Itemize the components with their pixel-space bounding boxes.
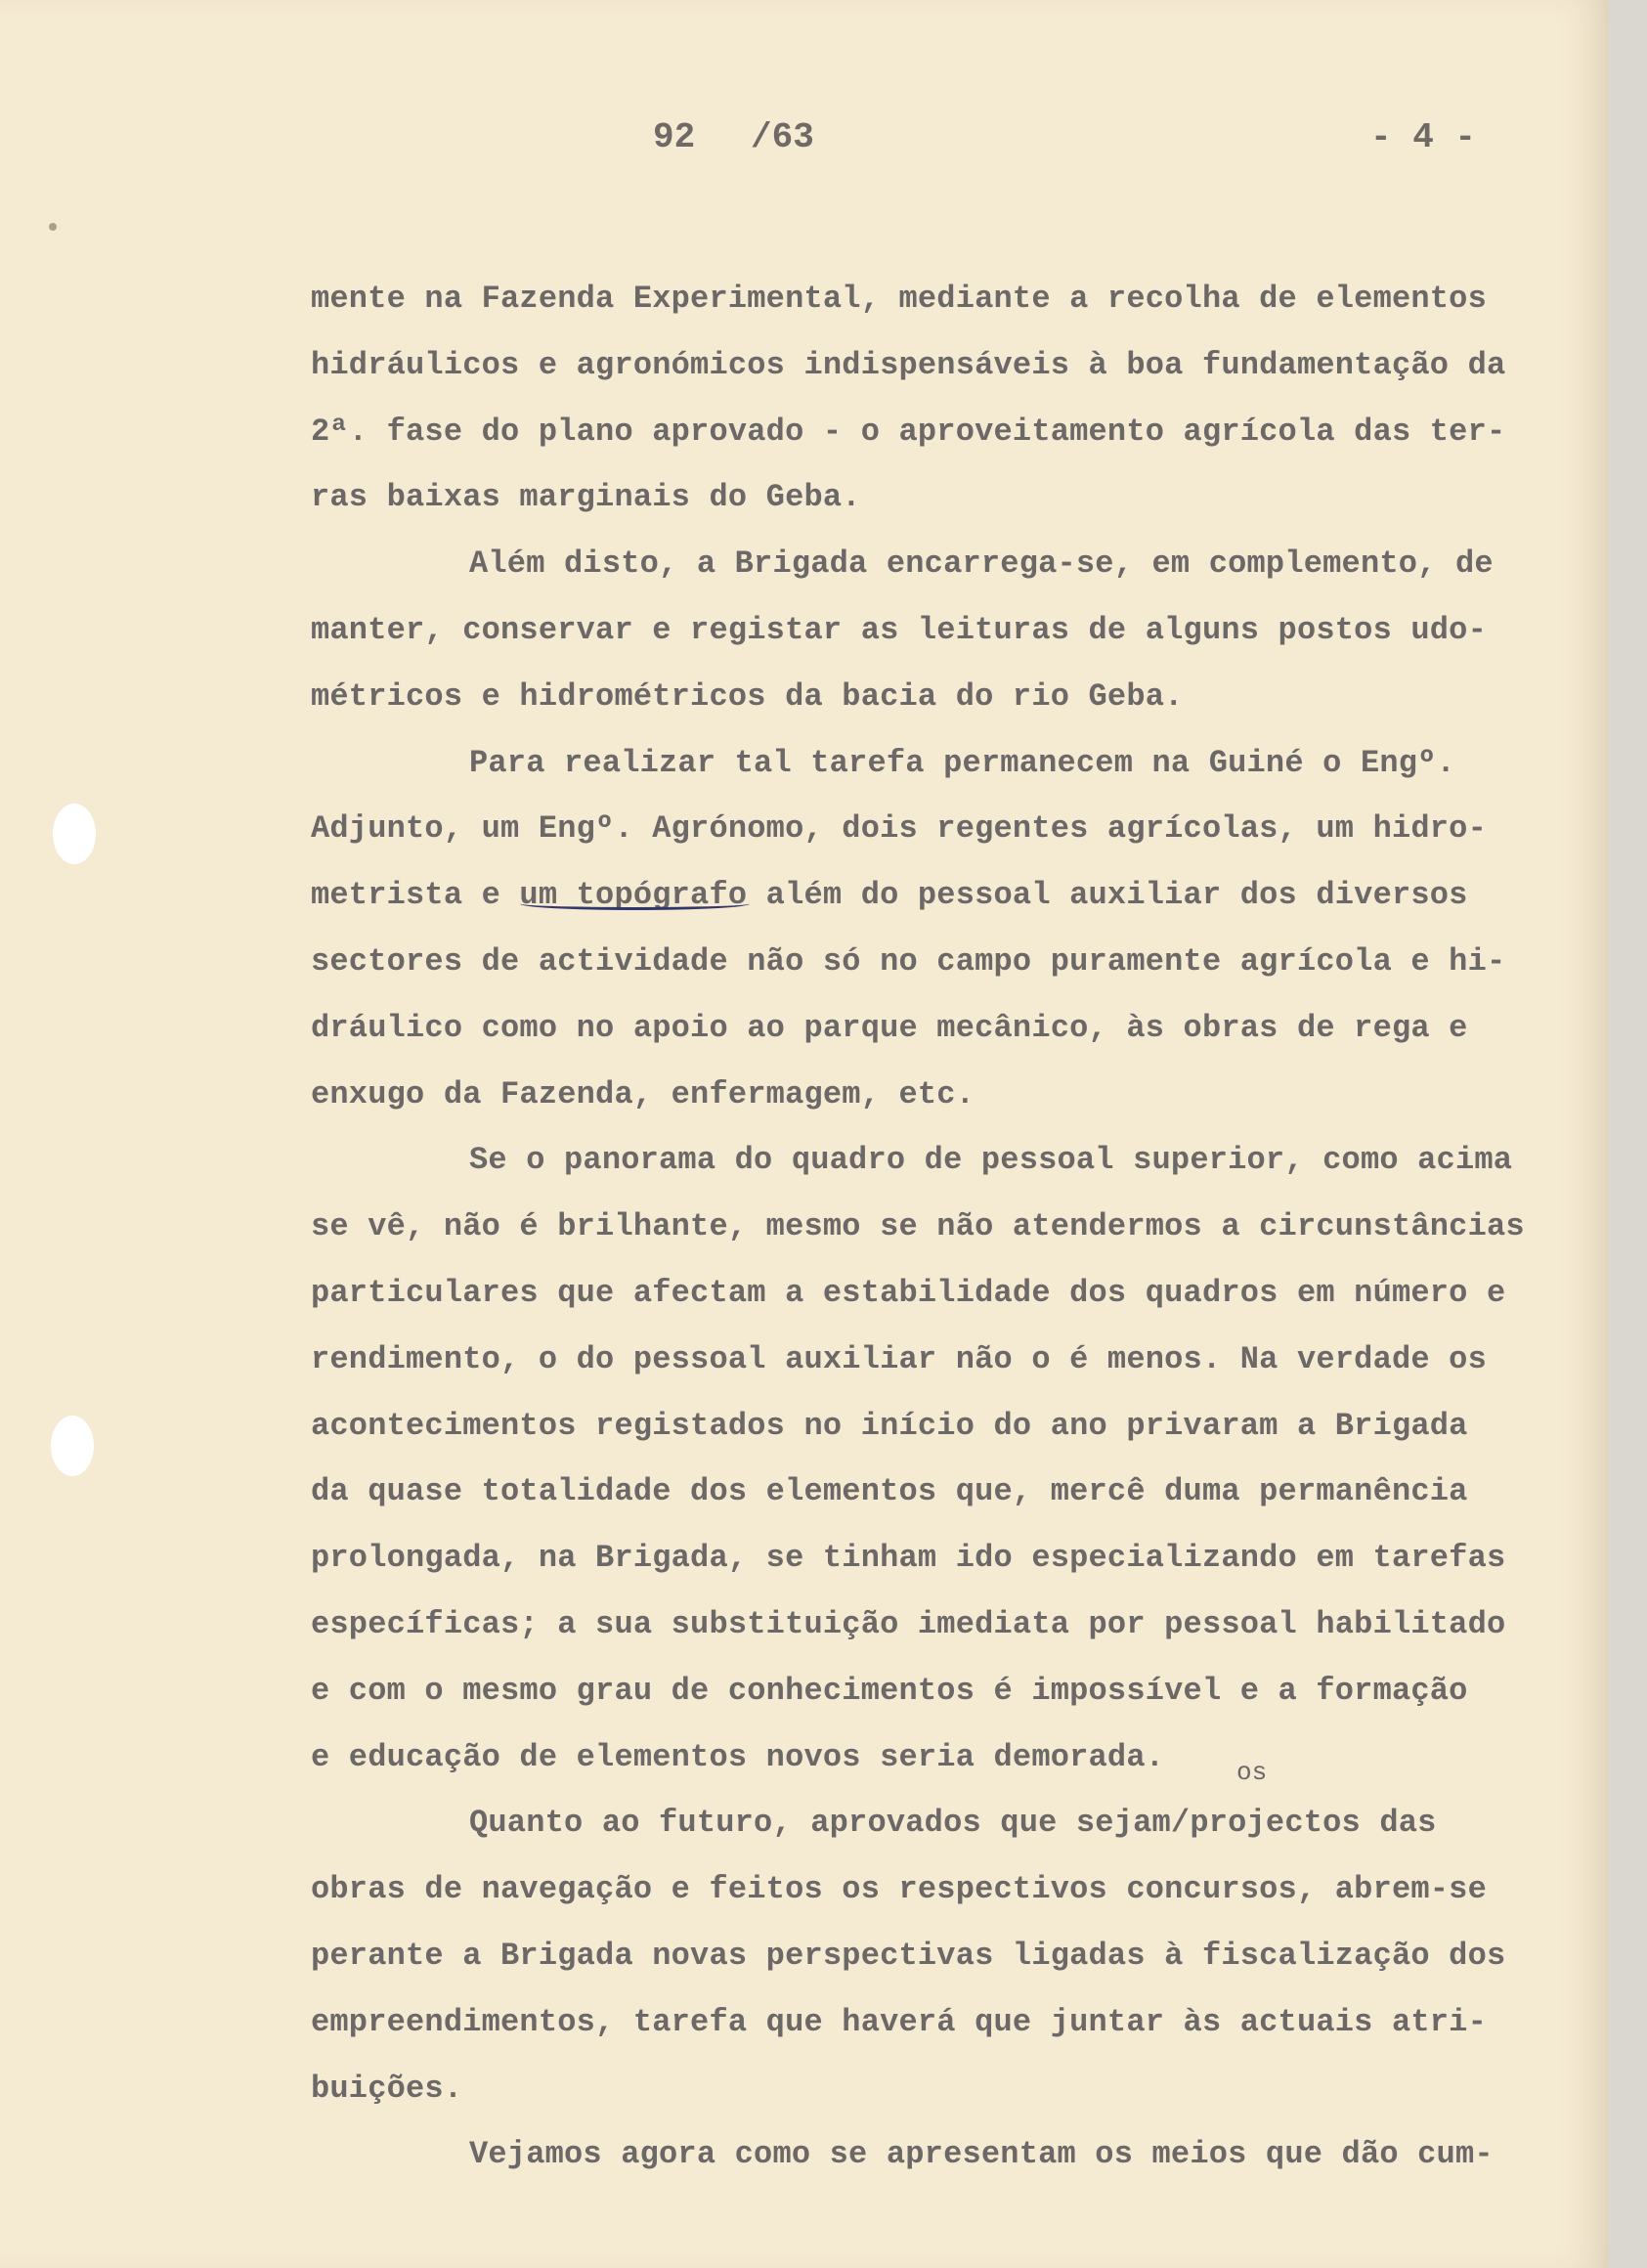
text-line: específicas; a sua substituição imediata por pessoal habilitado [311, 1605, 1506, 1642]
punch-hole-top [53, 804, 96, 864]
file-number: 92 [653, 117, 696, 157]
stain-mark [49, 223, 57, 231]
text-line: da quase totalidade dos elementos que, mercê duma permanência [311, 1473, 1468, 1510]
text-line: particulares que afectam a estabilidade dos quadros em número e [311, 1274, 1506, 1311]
page-edge [1608, 0, 1647, 2268]
text-line: mente na Fazenda Experimental, mediante a recolha de elementos [311, 281, 1487, 317]
text-line: manter, conservar e registar as leituras de alguns postos udo- [311, 611, 1487, 648]
page-marker: - 4 - [1370, 117, 1477, 157]
typed-body [311, 266, 1601, 2188]
text-line: e com o mesmo grau de conhecimentos é impossível e a formação [311, 1672, 1468, 1709]
text-line: perante a Brigada novas perspectivas ligadas à fiscalização dos [311, 1937, 1506, 1974]
punch-hole-bottom [51, 1416, 94, 1476]
text-line: sectores de actividade não só no campo puramente agrícola e hi- [311, 942, 1506, 980]
text-line: rendimento, o do pessoal auxiliar não o é menos. Na verdade os [311, 1340, 1487, 1377]
paragraph-start-line: Se o panorama do quadro de pessoal superior, como acima [469, 1142, 1513, 1179]
text-line: Adjunto, um Engº. Agrónomo, dois regentes agrícolas, um hidro- [311, 810, 1487, 848]
text-line: e educação de elementos novos seria demorada. [311, 1738, 1165, 1775]
handwritten-insertion: os [1236, 1758, 1268, 1787]
text-line: ras baixas marginais do Geba. [311, 479, 861, 516]
text-line: buições. [311, 2070, 463, 2107]
text-line: métricos e hidrométricos da bacia do rio Geba. [311, 677, 1184, 715]
paragraph-start-line: Vejamos agora como se apresentam os meios que dão cum- [469, 2136, 1494, 2173]
pen-underline-mark [520, 897, 750, 910]
text-line: 2ª. fase do plano aprovado - o aproveitamento agrícola das ter- [311, 413, 1506, 450]
text-line: dráulico como no apoio ao parque mecânico, às obras de rega e [311, 1009, 1468, 1046]
text-line: hidráulicos e agronómicos indispensáveis à boa fundamentação da [311, 346, 1506, 383]
paragraph-start-line: Além disto, a Brigada encarrega-se, em complemento, de [469, 545, 1494, 583]
text-line: empreendimentos, tarefa que haverá que juntar às actuais atri- [311, 2003, 1487, 2040]
text-line: prolongada, na Brigada, se tinham ido especializando em tarefas [311, 1540, 1506, 1577]
text-line: se vê, não é brilhante, mesmo se não atendermos a circunstâncias [311, 1208, 1525, 1245]
paragraph-start-line: Quanto ao futuro, aprovados que sejam/projectos das [469, 1805, 1437, 1842]
text-line: acontecimentos registados no início do ano privaram a Brigada [311, 1407, 1468, 1444]
text-line: metrista e um topógrafo além do pessoal auxiliar dos diversos [311, 877, 1468, 914]
paragraph-start-line: Para realizar tal tarefa permanecem na Guiné o Engº. [469, 744, 1455, 781]
text-line: enxugo da Fazenda, enfermagem, etc. [311, 1075, 975, 1112]
file-suffix: /63 [751, 117, 814, 157]
text-line: obras de navegação e feitos os respectivos concursos, abrem-se [311, 1871, 1487, 1908]
